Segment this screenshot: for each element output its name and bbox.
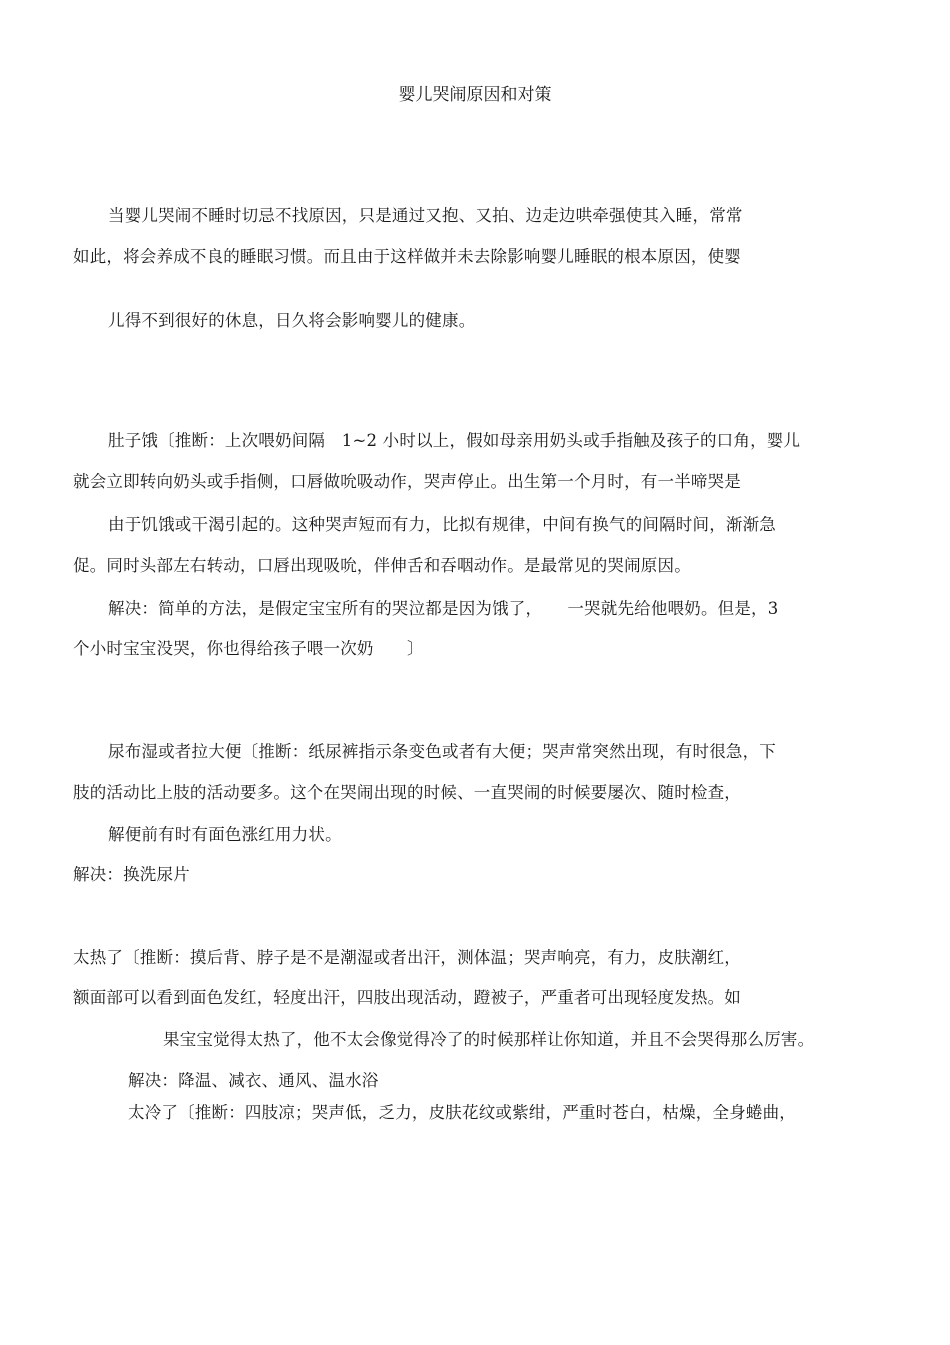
intro-line-1: 当婴儿哭闹不睡时切忌不找原因，只是通过又抱、又拍、边走边哄牵强使其入睡，常常	[108, 206, 743, 225]
hunger-line-1: 肚子饿〔推断：上次喂奶间隔 1~2 小时以上，假如母亲用奶头或手指触及孩子的口角，婴儿	[108, 431, 801, 450]
hot-line-1: 太热了〔推断：摸后背、脖子是不是潮湿或者出汗，测体温；哭声响亮，有力，皮肤潮红，	[73, 948, 741, 967]
diaper-solution: 解决：换洗尿片	[73, 865, 190, 884]
hunger-line-3: 由于饥饿或干渴引起的。这种哭声短而有力，比拟有规律，中间有换气的间隔时间，渐渐急	[108, 515, 776, 534]
diaper-line-2: 肢的活动比上肢的活动要多。这个在哭闹出现的时候、一直哭闹的时候要屡次、随时检查，	[73, 783, 741, 802]
hunger-line-2: 就会立即转向奶头或手指侧，口唇做吮吸动作，哭声停止。出生第一个月时，有一半啼哭是	[73, 472, 741, 491]
intro-line-2: 如此，将会养成不良的睡眠习惯。而且由于这样做并未去除影响婴儿睡眠的根本原因，使婴	[73, 247, 741, 266]
diaper-line-1: 尿布湿或者拉大便〔推断：纸尿裤指示条变色或者有大便；哭声常突然出现，有时很急，下	[108, 742, 776, 761]
hot-solution: 解决：降温、减衣、通风、温水浴	[128, 1071, 379, 1090]
hunger-solution-line-2: 个小时宝宝没哭，你也得给孩子喂一次奶 〕	[73, 639, 424, 658]
document-title: 婴儿哭闹原因和对策	[398, 85, 552, 105]
intro-line-3: 儿得不到很好的休息，日久将会影响婴儿的健康。	[108, 311, 476, 330]
hot-line-2: 额面部可以看到面色发红，轻度出汗，四肢出现活动，蹬被子，严重者可出现轻度发热。如	[73, 988, 741, 1007]
cold-line-1: 太冷了〔推断：四肢凉；哭声低，乏力，皮肤花纹或紫绀，严重时苍白，枯燥，全身蜷曲，	[128, 1103, 796, 1122]
diaper-line-3: 解便前有时有面色涨红用力状。	[108, 825, 342, 844]
hot-line-3: 果宝宝觉得太热了，他不太会像觉得冷了的时候那样让你知道，并且不会哭得那么厉害。	[163, 1030, 815, 1049]
hunger-line-4: 促。同时头部左右转动，口唇出现吸吮，伴伸舌和吞咽动作。是最常见的哭闹原因。	[73, 556, 691, 575]
hunger-solution-line-1: 解决：简单的方法，是假定宝宝所有的哭泣都是因为饿了， 一哭就先给他喂奶。但是，3	[108, 599, 779, 618]
